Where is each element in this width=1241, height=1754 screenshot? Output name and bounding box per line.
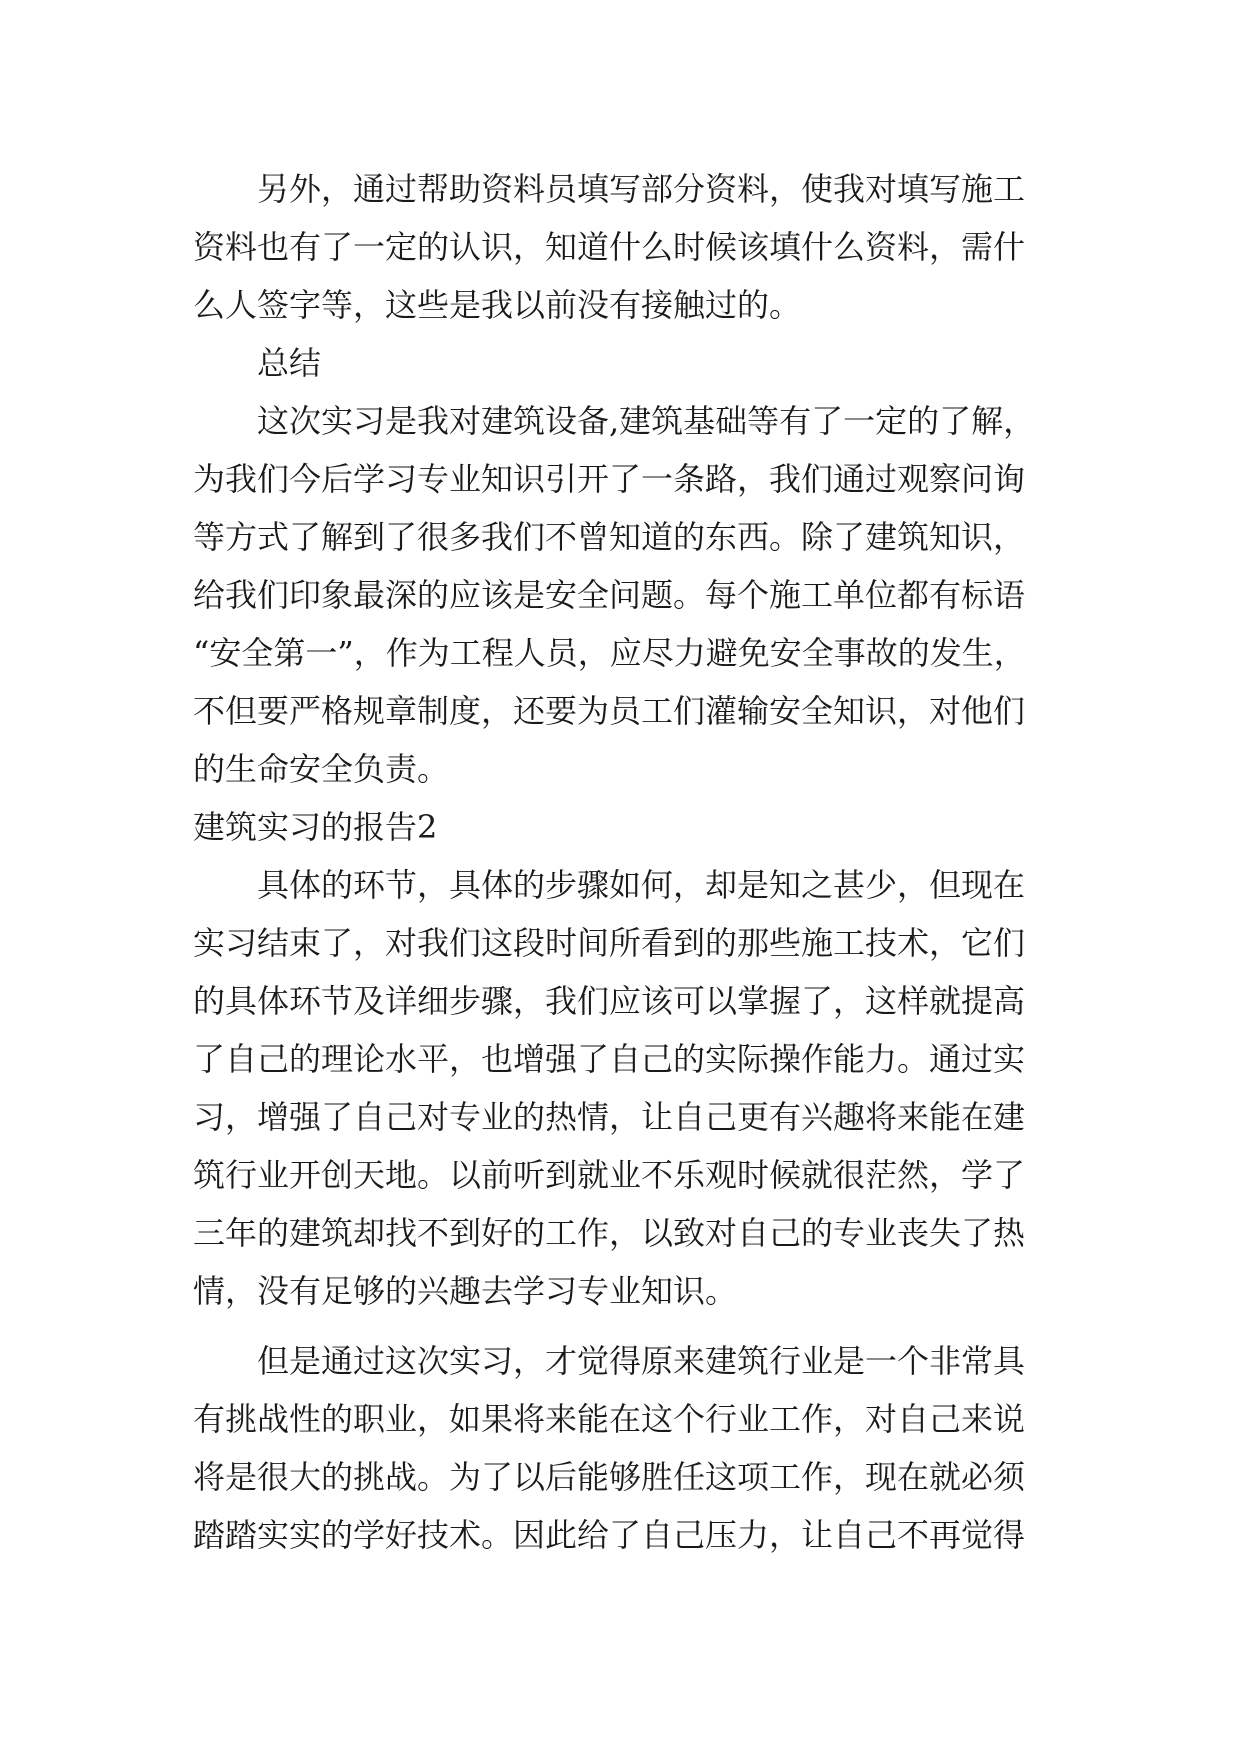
paragraph-challenge — [193, 1332, 1053, 1564]
text-line: 为我们今后学习专业知识引开了一条路，我们通过观察问询 — [193, 460, 1026, 498]
section-heading-summary: 总结 — [257, 344, 322, 382]
text-line: 给我们印象最深的应该是安全问题。每个施工单位都有标语 — [193, 576, 1026, 614]
text-line: 有挑战性的职业，如果将来能在这个行业工作，对自己来说 — [193, 1400, 1026, 1438]
text-line: 具体的环节，具体的步骤如何，却是知之甚少，但现在 — [257, 866, 1026, 904]
paragraph-details — [193, 856, 1053, 1320]
text-line: 等方式了解到了很多我们不曾知道的东西。除了建筑知识， — [193, 518, 1026, 556]
text-line: 习，增强了自己对专业的热情，让自己更有兴趣将来能在建 — [193, 1098, 1026, 1136]
text-line: 的具体环节及详细步骤，我们应该可以掌握了，这样就提高 — [193, 982, 1026, 1020]
paragraph-gap — [193, 1320, 1053, 1332]
text-line: 另外，通过帮助资料员填写部分资料，使我对填写施工 — [257, 170, 1026, 208]
text-line: 情，没有足够的兴趣去学习专业知识。 — [193, 1272, 738, 1310]
text-line: 筑行业开创天地。以前听到就业不乐观时候就很茫然，学了 — [193, 1156, 1026, 1194]
text-line: 资料也有了一定的认识，知道什么时候该填什么资料，需什 — [193, 228, 1026, 266]
text-line: 将是很大的挑战。为了以后能够胜任这项工作，现在就必须 — [193, 1458, 1026, 1496]
text-line: 这次实习是我对建筑设备,建筑基础等有了一定的了解， — [257, 402, 1036, 440]
paragraph-summary — [193, 392, 1053, 798]
text-line: 但是通过这次实习，才觉得原来建筑行业是一个非常具 — [257, 1342, 1026, 1380]
text-line: 三年的建筑却找不到好的工作，以致对自己的专业丧失了热 — [193, 1214, 1026, 1252]
text-line: 踏踏实实的学好技术。因此给了自己压力，让自己不再觉得 — [193, 1516, 1026, 1554]
text-line: “安全第一”，作为工程人员，应尽力避免安全事故的发生， — [193, 634, 1026, 672]
text-line: 了自己的理论水平，也增强了自己的实际操作能力。通过实 — [193, 1040, 1026, 1078]
document-page — [193, 160, 1053, 1564]
paragraph-supplement — [193, 160, 1053, 334]
text-line: 么人签字等，这些是我以前没有接触过的。 — [193, 286, 802, 324]
text-line: 不但要严格规章制度，还要为员工们灌输安全知识，对他们 — [193, 692, 1026, 730]
text-line: 实习结束了，对我们这段时间所看到的那些施工技术，它们 — [193, 924, 1026, 962]
report-title: 建筑实习的报告2 — [193, 808, 438, 846]
text-line: 的生命安全负责。 — [193, 750, 450, 788]
